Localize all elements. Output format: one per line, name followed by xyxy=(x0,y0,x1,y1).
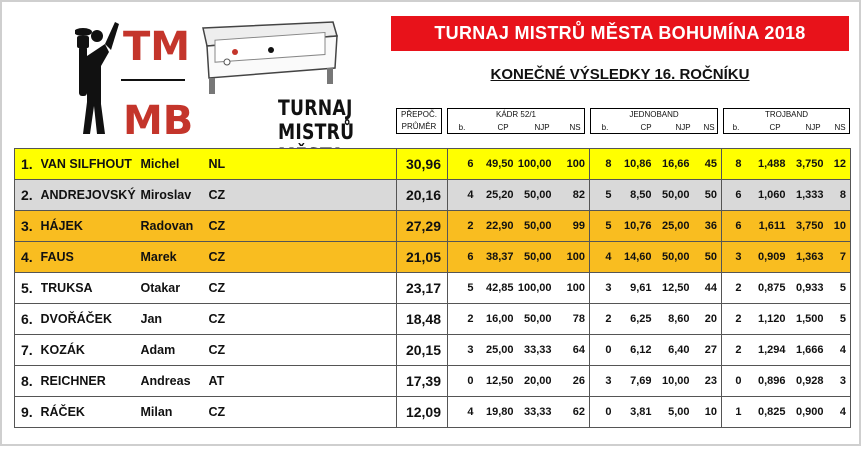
jedno-njp-cell: 50,00 xyxy=(656,180,694,211)
troj-points-cell: 6 xyxy=(722,211,746,242)
country-cell: CZ xyxy=(209,242,397,273)
rank-cell: 3. xyxy=(15,211,41,242)
results-table xyxy=(14,148,851,428)
jedno-cp-cell: 6,25 xyxy=(616,304,656,335)
troj-cp-cell: 1,120 xyxy=(746,304,790,335)
troj-njp-cell: 3,750 xyxy=(790,149,828,180)
kadr-njp-cell: 100,00 xyxy=(518,273,556,304)
troj-cp-cell: 1,294 xyxy=(746,335,790,366)
kadr-njp-cell: 33,33 xyxy=(518,335,556,366)
troj-sub-b: b. xyxy=(732,123,740,132)
table-row xyxy=(15,149,851,180)
jedno-points-cell: 0 xyxy=(590,397,616,428)
jedno-points-cell: 2 xyxy=(590,304,616,335)
kadr-sub-cp: CP xyxy=(497,123,509,132)
country-cell: CZ xyxy=(209,304,397,335)
country-cell: CZ xyxy=(209,211,397,242)
troj-njp-cell: 0,933 xyxy=(790,273,828,304)
kadr-points-cell: 2 xyxy=(448,304,478,335)
firstname-cell: Adam xyxy=(141,335,209,366)
table-row xyxy=(15,273,851,304)
troj-njp-cell: 0,928 xyxy=(790,366,828,397)
logo-letters-top: TM xyxy=(123,24,191,70)
logo-letters-bottom: MB xyxy=(123,98,194,141)
kadr-ns-cell: 100 xyxy=(556,273,590,304)
kadr-cp-cell: 22,90 xyxy=(478,211,518,242)
firstname-cell: Andreas xyxy=(141,366,209,397)
firstname-cell: Miroslav xyxy=(141,180,209,211)
kadr-ns-cell: 100 xyxy=(556,242,590,273)
kadr-cp-cell: 19,80 xyxy=(478,397,518,428)
kadr-ns-cell: 99 xyxy=(556,211,590,242)
kadr-njp-cell: 50,00 xyxy=(518,180,556,211)
jedno-cp-cell: 9,61 xyxy=(616,273,656,304)
kadr-points-cell: 6 xyxy=(448,242,478,273)
troj-points-cell: 2 xyxy=(722,273,746,304)
troj-cp-cell: 0,896 xyxy=(746,366,790,397)
logo-text-line1: TURNAJ MISTRŮ xyxy=(278,96,355,144)
troj-cp-cell: 1,488 xyxy=(746,149,790,180)
troj-cp-cell: 0,875 xyxy=(746,273,790,304)
table-row xyxy=(15,335,851,366)
surname-cell: DVOŘÁČEK xyxy=(41,304,141,335)
prumer-header: PRŮMĚR xyxy=(401,122,437,131)
rank-cell: 2. xyxy=(15,180,41,211)
rank-cell: 5. xyxy=(15,273,41,304)
total-average-cell: 17,39 xyxy=(397,366,448,397)
kadr-sub-njp: NJP xyxy=(534,123,550,132)
jedno-ns-cell: 50 xyxy=(694,180,722,211)
kadr-njp-cell: 50,00 xyxy=(518,242,556,273)
jedno-ns-cell: 20 xyxy=(694,304,722,335)
jedno-njp-cell: 25,00 xyxy=(656,211,694,242)
total-average-cell: 20,16 xyxy=(397,180,448,211)
jedno-cp-cell: 3,81 xyxy=(616,397,656,428)
kadr-points-cell: 5 xyxy=(448,273,478,304)
troj-points-cell: 3 xyxy=(722,242,746,273)
troj-njp-cell: 1,500 xyxy=(790,304,828,335)
surname-cell: REICHNER xyxy=(41,366,141,397)
jedno-njp-cell: 50,00 xyxy=(656,242,694,273)
kadr-ns-cell: 62 xyxy=(556,397,590,428)
total-average-cell: 27,29 xyxy=(397,211,448,242)
surname-cell: TRUKSA xyxy=(41,273,141,304)
troj-njp-cell: 3,750 xyxy=(790,211,828,242)
rank-cell: 1. xyxy=(15,149,41,180)
table-row xyxy=(15,366,851,397)
kadr-njp-cell: 50,00 xyxy=(518,211,556,242)
kadr-points-cell: 3 xyxy=(448,335,478,366)
jedno-cp-cell: 7,69 xyxy=(616,366,656,397)
kadr-cp-cell: 16,00 xyxy=(478,304,518,335)
total-average-cell: 23,17 xyxy=(397,273,448,304)
troj-njp-cell: 1,333 xyxy=(790,180,828,211)
firstname-cell: Jan xyxy=(141,304,209,335)
jedno-points-cell: 3 xyxy=(590,273,616,304)
surname-cell: FAUS xyxy=(41,242,141,273)
firstname-cell: Marek xyxy=(141,242,209,273)
jedno-njp-cell: 10,00 xyxy=(656,366,694,397)
jedno-njp-cell: 16,66 xyxy=(656,149,694,180)
total-average-cell: 30,96 xyxy=(397,149,448,180)
troj-ns-cell: 8 xyxy=(828,180,851,211)
troj-cp-cell: 0,825 xyxy=(746,397,790,428)
jedno-ns-cell: 10 xyxy=(694,397,722,428)
kadr-cp-cell: 25,00 xyxy=(478,335,518,366)
troj-sub-cp: CP xyxy=(769,123,781,132)
jedno-cp-cell: 10,86 xyxy=(616,149,656,180)
troj-njp-cell: 1,666 xyxy=(790,335,828,366)
kadr-points-cell: 0 xyxy=(448,366,478,397)
title-banner: TURNAJ MISTRŮ MĚSTA BOHUMÍNA 2018 xyxy=(391,16,849,51)
troj-ns-cell: 7 xyxy=(828,242,851,273)
kadr-ns-cell: 26 xyxy=(556,366,590,397)
jedno-njp-cell: 5,00 xyxy=(656,397,694,428)
troj-points-cell: 8 xyxy=(722,149,746,180)
troj-ns-cell: 12 xyxy=(828,149,851,180)
kadr-cp-cell: 12,50 xyxy=(478,366,518,397)
jedno-points-cell: 4 xyxy=(590,242,616,273)
kadr-points-cell: 2 xyxy=(448,211,478,242)
country-cell: CZ xyxy=(209,397,397,428)
country-cell: CZ xyxy=(209,273,397,304)
jedno-points-cell: 5 xyxy=(590,180,616,211)
jedno-njp-cell: 12,50 xyxy=(656,273,694,304)
kadr-points-cell: 4 xyxy=(448,180,478,211)
jedno-sub-ns: NS xyxy=(703,123,715,132)
surname-cell: KOZÁK xyxy=(41,335,141,366)
kadr-njp-cell: 50,00 xyxy=(518,304,556,335)
troj-cp-cell: 1,611 xyxy=(746,211,790,242)
jedno-header: JEDNOBAND xyxy=(629,110,679,119)
troj-ns-cell: 10 xyxy=(828,211,851,242)
troj-points-cell: 2 xyxy=(722,304,746,335)
total-average-cell: 12,09 xyxy=(397,397,448,428)
kadr-points-cell: 6 xyxy=(448,149,478,180)
jedno-ns-cell: 45 xyxy=(694,149,722,180)
troj-header: TROJBAND xyxy=(764,110,809,119)
total-average-cell: 20,15 xyxy=(397,335,448,366)
kadr-header: KÁDR 52/1 xyxy=(495,110,537,119)
kadr-sub-ns: NS xyxy=(569,123,581,132)
trophy-player-silhouette xyxy=(75,22,119,134)
kadr-cp-cell: 25,20 xyxy=(478,180,518,211)
jedno-sub-njp: NJP xyxy=(675,123,691,132)
jedno-ns-cell: 27 xyxy=(694,335,722,366)
rank-cell: 4. xyxy=(15,242,41,273)
table-row xyxy=(15,397,851,428)
troj-points-cell: 1 xyxy=(722,397,746,428)
jedno-cp-cell: 6,12 xyxy=(616,335,656,366)
jedno-cp-cell: 14,60 xyxy=(616,242,656,273)
jedno-ns-cell: 44 xyxy=(694,273,722,304)
firstname-cell: Otakar xyxy=(141,273,209,304)
table-row xyxy=(15,304,851,335)
jedno-njp-cell: 6,40 xyxy=(656,335,694,366)
troj-ns-cell: 5 xyxy=(828,273,851,304)
troj-points-cell: 6 xyxy=(722,180,746,211)
jedno-njp-cell: 8,60 xyxy=(656,304,694,335)
troj-sub-ns: NS xyxy=(834,123,846,132)
kadr-ns-cell: 78 xyxy=(556,304,590,335)
troj-ns-cell: 5 xyxy=(828,304,851,335)
troj-njp-cell: 0,900 xyxy=(790,397,828,428)
troj-cp-cell: 0,909 xyxy=(746,242,790,273)
tournament-logo xyxy=(75,16,365,144)
troj-ns-cell: 4 xyxy=(828,335,851,366)
rank-cell: 8. xyxy=(15,366,41,397)
jedno-points-cell: 3 xyxy=(590,366,616,397)
billiard-table-icon xyxy=(203,22,337,94)
kadr-cp-cell: 49,50 xyxy=(478,149,518,180)
total-average-cell: 18,48 xyxy=(397,304,448,335)
jedno-points-cell: 8 xyxy=(590,149,616,180)
surname-cell: VAN SILFHOUT xyxy=(41,149,141,180)
troj-cp-cell: 1,060 xyxy=(746,180,790,211)
jedno-sub-b: b. xyxy=(601,123,609,132)
troj-ns-cell: 4 xyxy=(828,397,851,428)
kadr-njp-cell: 100,00 xyxy=(518,149,556,180)
country-cell: NL xyxy=(209,149,397,180)
kadr-njp-cell: 33,33 xyxy=(518,397,556,428)
jedno-cp-cell: 8,50 xyxy=(616,180,656,211)
prepoc-header: PŘEPOČ. xyxy=(400,110,437,119)
jedno-sub-cp: CP xyxy=(640,123,652,132)
jedno-ns-cell: 23 xyxy=(694,366,722,397)
kadr-ns-cell: 82 xyxy=(556,180,590,211)
surname-cell: ANDREJOVSKÝ xyxy=(41,180,141,211)
jedno-points-cell: 5 xyxy=(590,211,616,242)
kadr-ns-cell: 64 xyxy=(556,335,590,366)
firstname-cell: Radovan xyxy=(141,211,209,242)
table-row xyxy=(15,211,851,242)
kadr-cp-cell: 42,85 xyxy=(478,273,518,304)
kadr-points-cell: 4 xyxy=(448,397,478,428)
kadr-cp-cell: 38,37 xyxy=(478,242,518,273)
country-cell: CZ xyxy=(209,335,397,366)
troj-points-cell: 0 xyxy=(722,366,746,397)
rank-cell: 6. xyxy=(15,304,41,335)
table-row xyxy=(15,242,851,273)
kadr-ns-cell: 100 xyxy=(556,149,590,180)
jedno-points-cell: 0 xyxy=(590,335,616,366)
surname-cell: RÁČEK xyxy=(41,397,141,428)
country-cell: CZ xyxy=(209,180,397,211)
troj-ns-cell: 3 xyxy=(828,366,851,397)
kadr-sub-b: b. xyxy=(458,123,466,132)
rank-cell: 9. xyxy=(15,397,41,428)
firstname-cell: Milan xyxy=(141,397,209,428)
troj-njp-cell: 1,363 xyxy=(790,242,828,273)
jedno-ns-cell: 36 xyxy=(694,211,722,242)
firstname-cell: Michel xyxy=(141,149,209,180)
jedno-ns-cell: 50 xyxy=(694,242,722,273)
country-cell: AT xyxy=(209,366,397,397)
rank-cell: 7. xyxy=(15,335,41,366)
troj-points-cell: 2 xyxy=(722,335,746,366)
troj-sub-njp: NJP xyxy=(805,123,821,132)
total-average-cell: 21,05 xyxy=(397,242,448,273)
table-row xyxy=(15,180,851,211)
jedno-cp-cell: 10,76 xyxy=(616,211,656,242)
surname-cell: HÁJEK xyxy=(41,211,141,242)
results-subtitle: KONEČNÉ VÝSLEDKY 16. ROČNÍKU xyxy=(490,66,750,83)
kadr-njp-cell: 20,00 xyxy=(518,366,556,397)
